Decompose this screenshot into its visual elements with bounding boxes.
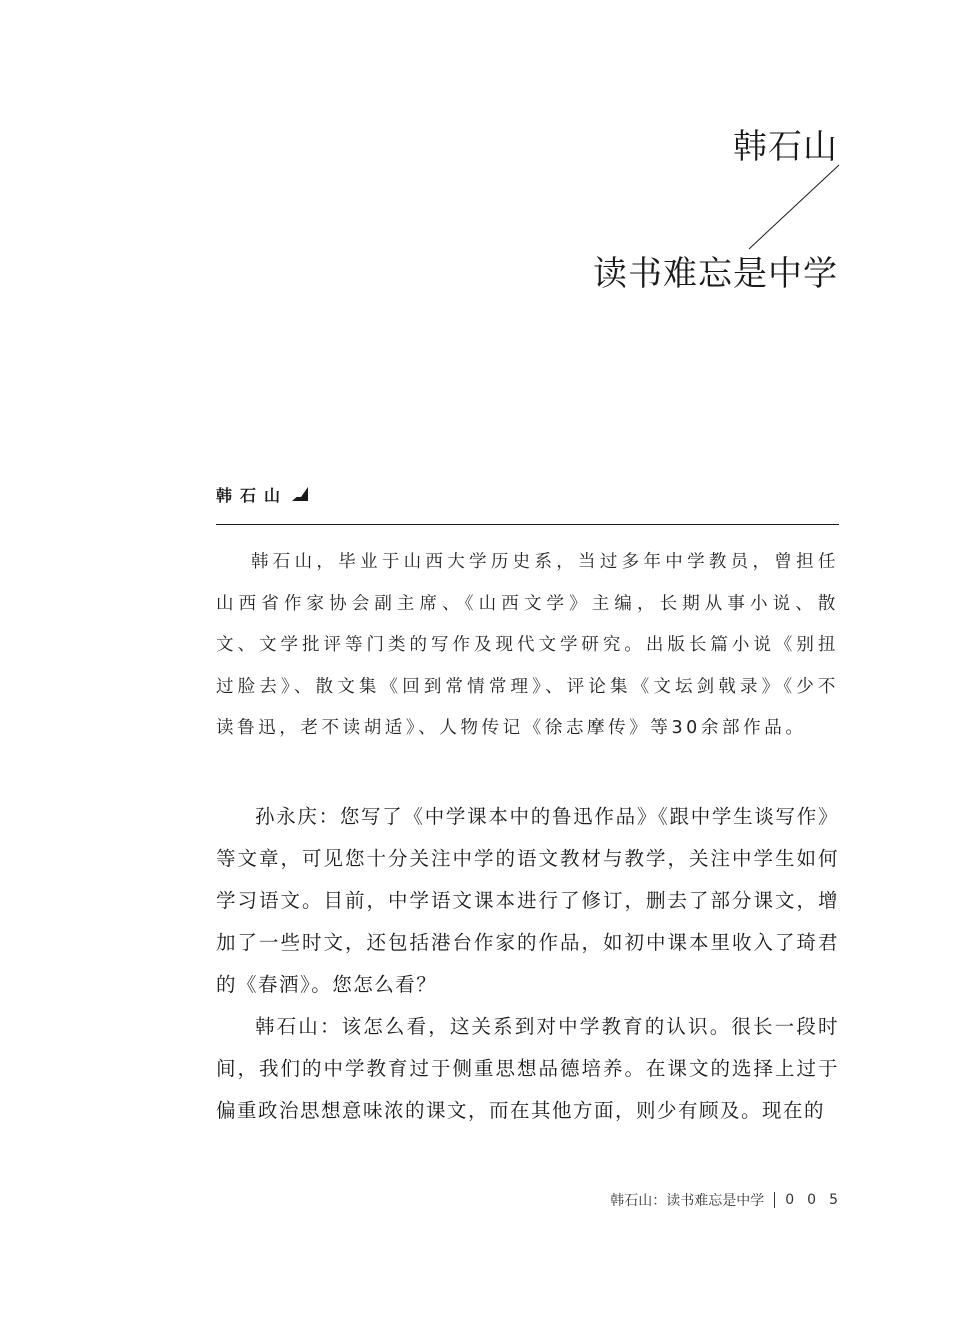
- author-heading: [216, 480, 308, 508]
- running-title: 韩石山：读书难忘是中学: [610, 1193, 765, 1209]
- author-label: 韩石山: [216, 485, 289, 505]
- author-bio: [216, 542, 839, 750]
- triangle-mark-icon: [292, 487, 308, 501]
- title-divider-slash: [748, 164, 840, 250]
- chapter-title: 读书难忘是中学: [593, 254, 838, 294]
- footer-separator: [774, 1192, 775, 1208]
- chapter-author-name: 韩石山: [733, 127, 838, 167]
- bio-paragraph: 韩石山，毕业于山西大学历史系，当过多年中学教员，曾担任山西省作家协会副主席、《山西文学》主编，长期从事小说、散文、文学批评等门类的写作及现代文学研究。出版长篇小说《别扭过脸去》、散文集《回到常情常理》、评论集《文坛剑戟录》《少不读鲁迅，老不读胡适》、人物传记《徐志摩传》等30余部作品。: [216, 552, 839, 738]
- body-paragraph: 孙永庆：您写了《中学课本中的鲁迅作品》《跟中学生谈写作》等文章，可见您十分关注中学的语文教材与教学，关注中学生如何学习语文。目前，中学语文课本进行了修订，删去了部分课文，增加了一些时文，还包括港台作家的作品，如初中课本里收入了琦君的《春酒》。您怎么看？: [216, 805, 839, 996]
- page-footer: [610, 1188, 851, 1212]
- author-divider: [216, 524, 839, 525]
- page-number: 005: [785, 1192, 851, 1208]
- body-paragraph: 韩石山：该怎么看，这关系到对中学教育的认识。很长一段时间，我们的中学教育过于侧重思想品德培养。在课文的选择上过于偏重政治思想意味浓的课文，而在其他方面，则少有顾及。现在的: [216, 1015, 839, 1122]
- interview-body: [216, 796, 839, 1132]
